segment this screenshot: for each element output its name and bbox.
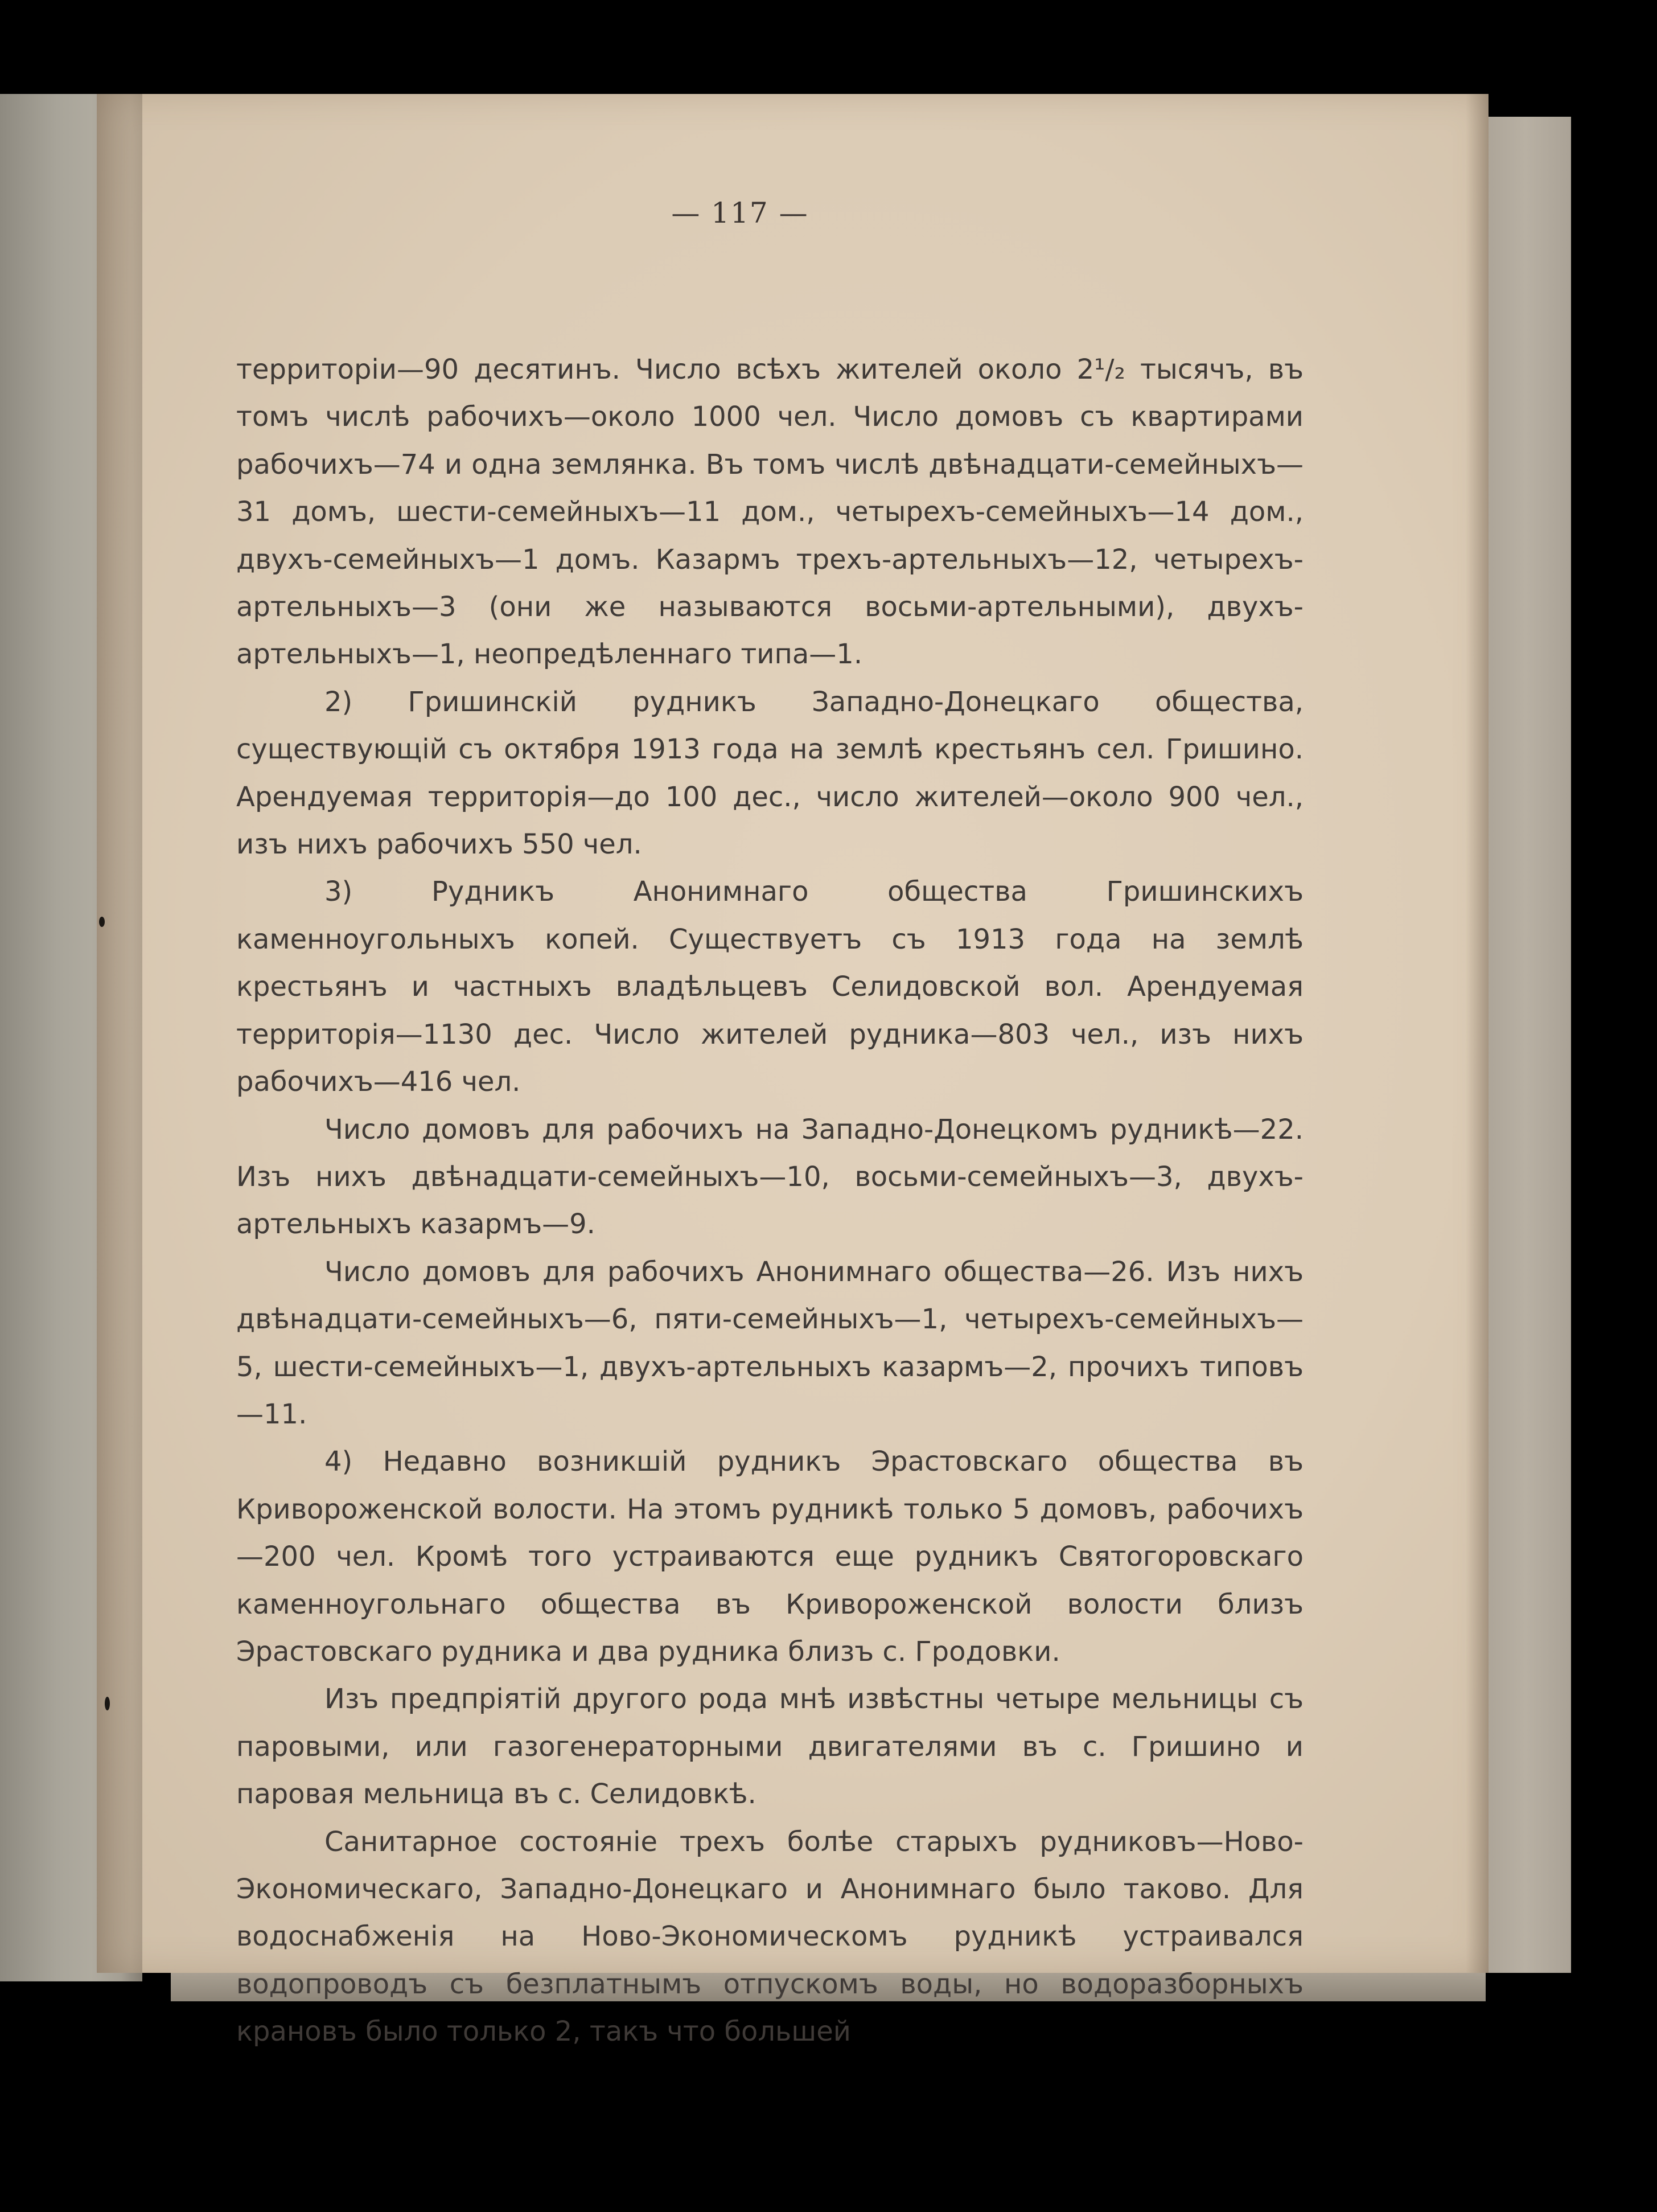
page-edge-shadow: [1466, 94, 1489, 1973]
gutter-shadow: [91, 94, 142, 1981]
paragraph-4: Число домовъ для рабочихъ на Западно-Донецкомъ рудникѣ—22. Изъ нихъ двѣнадцати-семейныхъ—10, восьми-семейныхъ—3, двухъ-артельныхъ казармъ—9.: [236, 1113, 1304, 1241]
paragraph-1: территоріи—90 десятинъ. Число всѣхъ жителей около 2¹/₂ тысячъ, въ томъ числѣ рабочихъ—около 1000 чел. Число домовъ съ квартирами рабочихъ—74 и одна землянка. Въ томъ числѣ двѣнадцати-семейныхъ—31 домъ, шести-семейныхъ—11 дом., четырехъ-семейныхъ—14 дом., двухъ-семейныхъ—1 домъ. Казармъ трехъ-артельныхъ—12, четырехъ-артельныхъ—3 (они же называются восьми-артельными), двухъ-артельныхъ—1, неопредѣленнаго типа—1.: [236, 354, 1304, 671]
page-text: [236, 346, 1304, 2056]
paragraph-6: 4) Недавно возникшій рудникъ Эрастовскаго общества въ Кривороженской волости. На этомъ рудникѣ только 5 домовъ, рабочихъ—200 чел. Кромѣ того устраиваются еще рудникъ Святогоровскаго каменноугольнаго общества въ Кривороженской волости близъ Эрастовскаго рудника и два рудника близъ с. Гродовки.: [236, 1446, 1304, 1668]
paragraph-5: Число домовъ для рабочихъ Анонимнаго общества—26. Изъ нихъ двѣнадцати-семейныхъ—6, пяти-семейныхъ—1, четырехъ-семейныхъ—5, шести-семейныхъ—1, двухъ-артельныхъ казармъ—2, прочихъ типовъ—11.: [236, 1255, 1304, 1430]
ink-spot: [99, 917, 105, 927]
page-number: — 117 —: [671, 196, 809, 229]
paragraph-7: Изъ предпріятій другого рода мнѣ извѣстны четыре мельницы съ паровыми, или газогенераторными двигателями въ с. Гришино и паровая мельница въ с. Селидовкѣ.: [236, 1683, 1304, 1811]
paragraph-3: 3) Рудникъ Анонимнаго общества Гришинскихъ каменноугольныхъ копей. Существуетъ съ 1913 года на землѣ крестьянъ и частныхъ владѣльцевъ Селидовской вол. Арендуемая территорія—1130 дес. Число жителей рудника—803 чел., изъ нихъ рабочихъ—416 чел.: [236, 876, 1304, 1098]
ink-spot: [105, 1697, 110, 1710]
paragraph-8: Санитарное состояніе трехъ болѣе старыхъ рудниковъ—Ново-Экономическаго, Западно-Донецкаго и Анонимнаго было таково. Для водоснабженія на Ново-Экономическомъ рудникѣ устраивался водопроводъ съ безплатнымъ отпускомъ воды, но водоразборныхъ крановъ было только 2, такъ что большей: [236, 1825, 1304, 2048]
paragraph-2: 2) Гришинскій рудникъ Западно-Донецкаго общества, существующій съ октября 1913 года на землѣ крестьянъ сел. Гришино. Арендуемая территорія—до 100 дес., число жителей—около 900 чел., изъ нихъ рабочихъ 550 чел.: [236, 686, 1304, 861]
